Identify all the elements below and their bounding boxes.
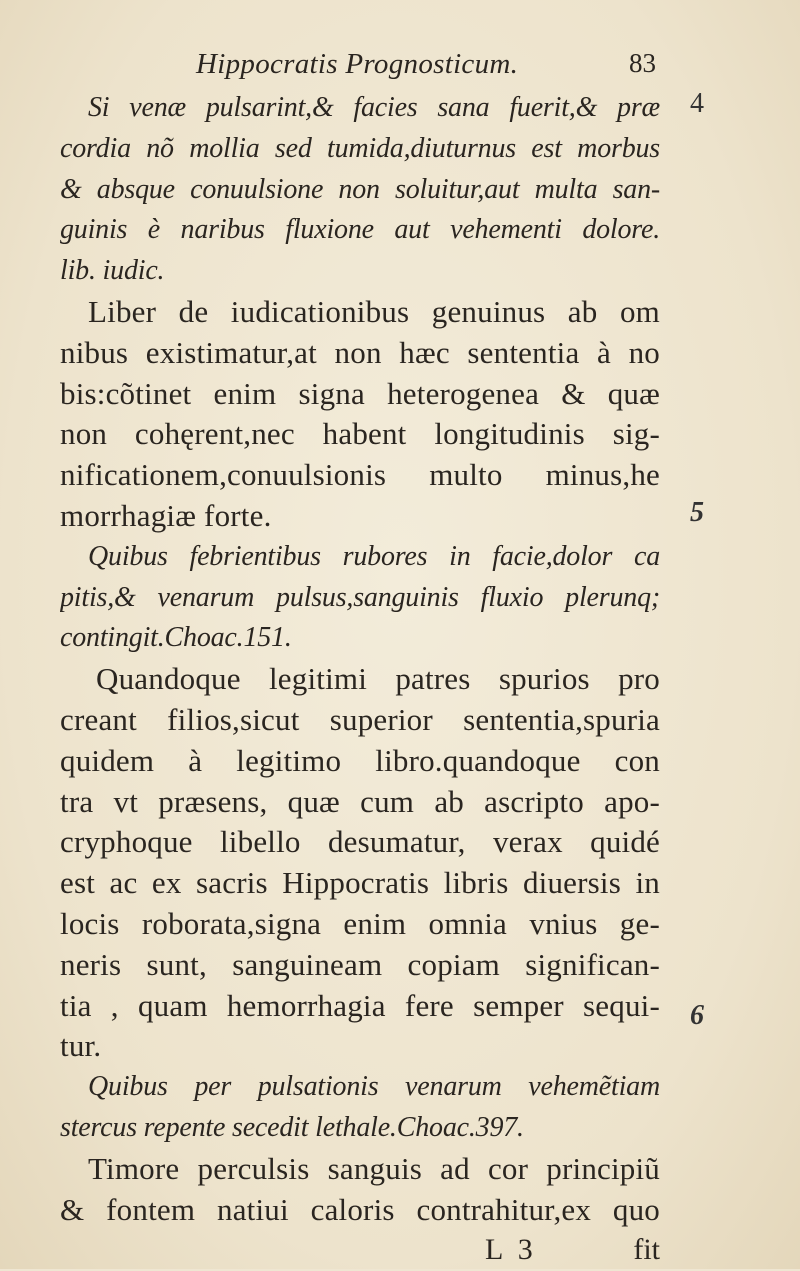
- commentary-line: Liber de iudicationibus genuinus ab om: [88, 293, 660, 329]
- commentary-line: morrhagiæ forte.: [60, 497, 272, 533]
- margin-number-4: 4: [690, 88, 704, 119]
- aphorism-line: Si venæ pulsarint,& facies sana fuerit,& præ: [88, 92, 660, 123]
- aphorism-line: guinis è naribus fluxione aut vehementi dolore.: [60, 214, 660, 246]
- commentary-line: Quandoque legitimi patres spurios pro: [96, 661, 660, 697]
- commentary-line: quidem à legitimo libro.quandoque con: [60, 742, 660, 778]
- commentary-line: nificationem,conuulsionis multo minus,he: [60, 457, 660, 493]
- commentary-line: tur.: [60, 1028, 102, 1064]
- aphorism-line: & absque conuulsione non soluitur,aut multa san-: [60, 173, 660, 205]
- margin-number-6: 6: [690, 1000, 704, 1031]
- signature-mark: L 3: [485, 1233, 537, 1267]
- commentary-line: est ac ex sacris Hippocratis libris diuersis in: [60, 865, 660, 901]
- commentary-line: tia , quam hemorrhagia fere semper sequi-: [60, 987, 660, 1023]
- aphorism-line: lib. iudic.: [60, 255, 165, 287]
- aphorism-line: pitis,& venarum pulsus,sanguinis fluxio plerunq;: [60, 581, 660, 613]
- commentary-line: neris sunt, sanguineam copiam significan-: [60, 946, 660, 982]
- margin-number-5: 5: [690, 497, 704, 528]
- commentary-line: cryphoque libello desumatur, verax quidé: [60, 824, 660, 860]
- commentary-line: tra vt præsens, quæ cum ab ascripto apo-: [60, 783, 660, 819]
- commentary-line: creant filios,sicut superior sententia,spuria: [60, 701, 660, 737]
- commentary-line: locis roborata,signa enim omnia vnius ge-: [60, 905, 660, 941]
- commentary-line: Timore perculsis sanguis ad cor principiũ: [88, 1150, 660, 1186]
- aphorism-line: contingit.Choac.151.: [60, 622, 292, 654]
- page-footer: [60, 1230, 660, 1271]
- text-block: [60, 88, 660, 1271]
- aphorism-line: cordia nõ mollia sed tumida,diuturnus est morbus: [60, 132, 660, 164]
- aphorism-line: stercus repente secedit lethale.Choac.397.: [60, 1111, 524, 1143]
- running-title: Hippocratis Prognosticum.: [196, 48, 519, 80]
- running-header: [196, 48, 656, 88]
- commentary-line: bis:cõtinet enim signa heterogenea & quæ: [60, 375, 660, 411]
- aphorism-line: Quibus febrientibus rubores in facie,dolor ca: [88, 540, 660, 572]
- page-number: 83: [629, 48, 656, 78]
- commentary-line: & fontem natiui caloris contrahitur,ex quo: [60, 1191, 660, 1227]
- commentary-line: non cohęrent,nec habent longitudinis sig-: [60, 416, 660, 452]
- aphorism-line: Quibus per pulsationis venarum vehemẽtiam: [88, 1071, 660, 1103]
- catchword: fit: [633, 1233, 660, 1267]
- commentary-line: nibus existimatur,at non hæc sententia à no: [60, 334, 660, 370]
